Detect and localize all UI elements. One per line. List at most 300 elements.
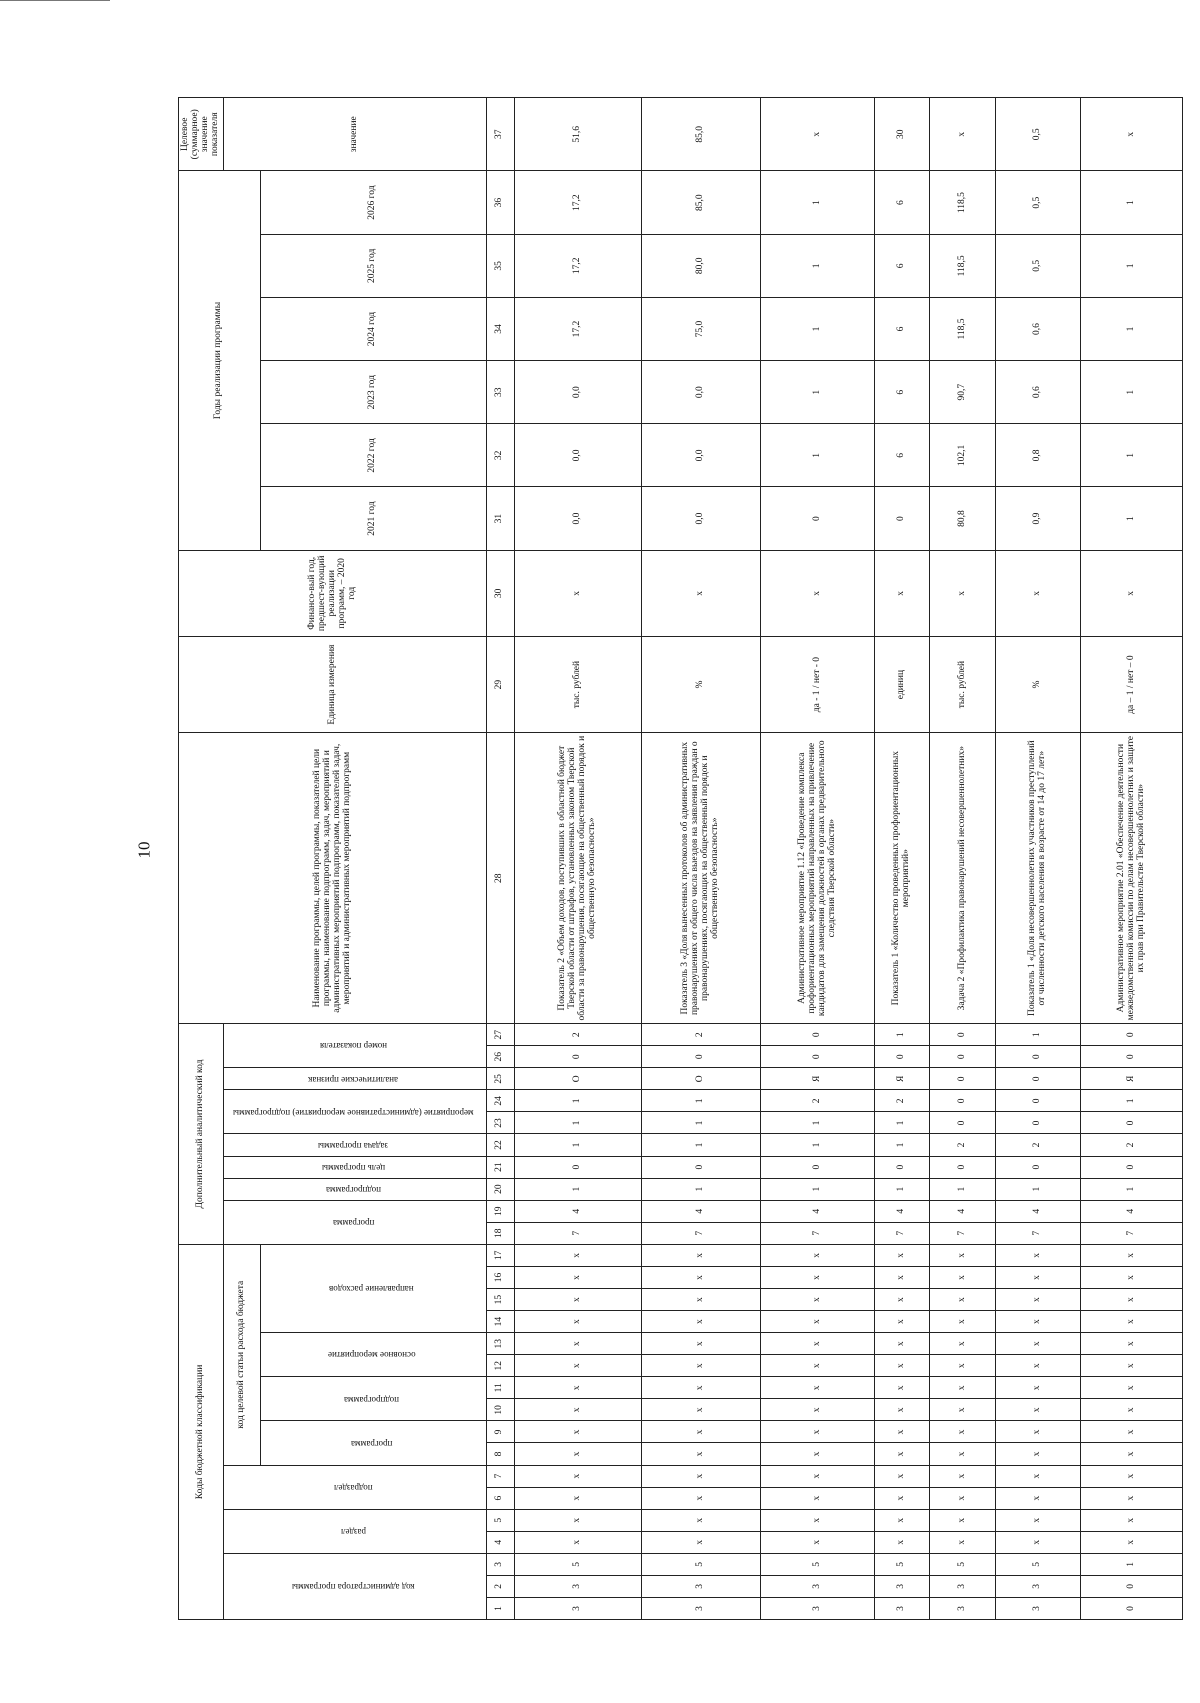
column-number: 15 xyxy=(487,1289,515,1311)
year-value: 118,5 xyxy=(930,171,996,234)
code-cell: x xyxy=(514,1267,641,1289)
header-cel-text: цель программы xyxy=(321,1162,385,1173)
code-cell: 7 xyxy=(641,1222,760,1244)
column-number: 19 xyxy=(487,1200,515,1222)
header-y2023: 2023 год xyxy=(260,361,487,424)
code-cell: x xyxy=(875,1531,930,1553)
code-cell: x xyxy=(1081,1421,1183,1443)
year-value: 1 xyxy=(760,297,875,360)
indicator-name: Задача 2 «Профилактика правонарушений несовершеннолетних» xyxy=(930,733,996,1024)
code-cell: 1 xyxy=(641,1134,760,1156)
code-cell: x xyxy=(641,1487,760,1509)
code-cell: 1 xyxy=(641,1090,760,1112)
code-cell: 4 xyxy=(996,1200,1081,1222)
code-cell: О xyxy=(514,1068,641,1090)
column-number: 6 xyxy=(487,1487,515,1509)
code-cell: x xyxy=(875,1355,930,1377)
rotated-table-frame xyxy=(178,97,1183,1620)
unit-cell: единиц xyxy=(875,636,930,732)
header-target-code: код целевой статьи расхода бюджета xyxy=(224,1244,260,1465)
header-y2022: 2022 год xyxy=(260,424,487,487)
code-cell: x xyxy=(996,1289,1081,1311)
table-row xyxy=(760,98,875,1620)
code-cell: x xyxy=(930,1399,996,1421)
code-cell: x xyxy=(514,1487,641,1509)
column-number: 35 xyxy=(487,234,515,297)
column-number: 31 xyxy=(487,487,515,550)
target-value: 0,5 xyxy=(996,98,1081,172)
code-cell: x xyxy=(514,1509,641,1531)
code-cell: x xyxy=(641,1377,760,1399)
code-cell: x xyxy=(996,1509,1081,1531)
code-cell: 0 xyxy=(930,1112,996,1134)
year-value: 0,5 xyxy=(996,234,1081,297)
code-cell: x xyxy=(875,1267,930,1289)
code-cell: 0 xyxy=(875,1156,930,1178)
code-cell: x xyxy=(930,1421,996,1443)
code-cell: 2 xyxy=(760,1090,875,1112)
header-priznak xyxy=(224,1068,487,1090)
code-cell: x xyxy=(1081,1355,1183,1377)
column-number: 34 xyxy=(487,297,515,360)
code-cell: 5 xyxy=(760,1553,875,1575)
column-number: 25 xyxy=(487,1068,515,1090)
header-programma-text: программа xyxy=(350,1438,392,1449)
code-cell: x xyxy=(641,1355,760,1377)
code-cell: 3 xyxy=(641,1575,760,1597)
code-cell: 4 xyxy=(1081,1200,1183,1222)
code-cell: 3 xyxy=(760,1597,875,1619)
column-number: 32 xyxy=(487,424,515,487)
header-zadacha xyxy=(224,1134,487,1156)
code-cell: x xyxy=(875,1289,930,1311)
code-cell: 5 xyxy=(641,1553,760,1575)
code-cell: x xyxy=(760,1311,875,1333)
target-value: x xyxy=(760,98,875,172)
unit-cell: % xyxy=(641,636,760,732)
indicator-name: Показатель 3 «Доля вынесенных протоколов об административных правонарушениях от общего числа выездов на заявления граждан о правонарушениях, посягающих на общественный порядок и общественную безопасность» xyxy=(641,733,760,1024)
code-cell: 0 xyxy=(1081,1112,1183,1134)
code-cell: 3 xyxy=(930,1575,996,1597)
code-cell: 1 xyxy=(996,1024,1081,1046)
header-admin-code-text: код администратора программы xyxy=(292,1582,415,1593)
code-cell: 0 xyxy=(1081,1024,1183,1046)
target-value: x xyxy=(1081,98,1183,172)
code-cell: 3 xyxy=(996,1575,1081,1597)
code-cell: x xyxy=(760,1289,875,1311)
code-cell: x xyxy=(930,1289,996,1311)
code-cell: x xyxy=(875,1244,930,1266)
code-cell: 4 xyxy=(641,1200,760,1222)
code-cell: 1 xyxy=(514,1178,641,1200)
code-cell: x xyxy=(641,1289,760,1311)
year-value: x xyxy=(760,550,875,636)
unit-cell: да - 1 / нет - 0 xyxy=(760,636,875,732)
year-value: 102,1 xyxy=(930,424,996,487)
code-cell: x xyxy=(1081,1267,1183,1289)
code-cell: 0 xyxy=(996,1112,1081,1134)
code-cell: x xyxy=(875,1487,930,1509)
header-y2021: 2021 год xyxy=(260,487,487,550)
year-value: 1 xyxy=(1081,234,1183,297)
header-napravlenie xyxy=(260,1244,487,1332)
header-cel xyxy=(224,1156,487,1178)
header-an-programma xyxy=(224,1200,487,1244)
header-an-podprogramma xyxy=(224,1178,487,1200)
code-cell: 1 xyxy=(641,1178,760,1200)
header-unit: Единица измерения xyxy=(179,636,487,732)
column-number: 3 xyxy=(487,1553,515,1575)
code-cell: 7 xyxy=(875,1222,930,1244)
code-cell: x xyxy=(1081,1465,1183,1487)
year-value: 1 xyxy=(760,234,875,297)
code-cell: Я xyxy=(875,1068,930,1090)
header-podrazdel-text: подраздел xyxy=(334,1482,373,1493)
code-cell: x xyxy=(930,1531,996,1553)
column-number: 16 xyxy=(487,1267,515,1289)
column-number: 33 xyxy=(487,361,515,424)
code-cell: 2 xyxy=(996,1134,1081,1156)
code-cell: 2 xyxy=(930,1134,996,1156)
code-cell: x xyxy=(1081,1487,1183,1509)
column-number: 21 xyxy=(487,1156,515,1178)
table-row xyxy=(875,98,930,1620)
year-value: 1 xyxy=(1081,171,1183,234)
header-y2025: 2025 год xyxy=(260,234,487,297)
code-cell: 0 xyxy=(760,1046,875,1068)
code-cell: О xyxy=(641,1068,760,1090)
year-value: 6 xyxy=(875,234,930,297)
code-cell: x xyxy=(996,1443,1081,1465)
column-number: 8 xyxy=(487,1443,515,1465)
year-value: 80,8 xyxy=(930,487,996,550)
column-number: 27 xyxy=(487,1024,515,1046)
table-row xyxy=(641,98,760,1620)
code-cell: 7 xyxy=(996,1222,1081,1244)
column-number: 9 xyxy=(487,1421,515,1443)
year-value: x xyxy=(930,550,996,636)
column-number: 5 xyxy=(487,1509,515,1531)
code-cell: 3 xyxy=(514,1575,641,1597)
code-cell: x xyxy=(760,1421,875,1443)
code-cell: x xyxy=(875,1399,930,1421)
code-cell: x xyxy=(875,1333,930,1355)
code-cell: 3 xyxy=(514,1597,641,1619)
year-value: 0,0 xyxy=(641,424,760,487)
year-value: 1 xyxy=(1081,297,1183,360)
code-cell: 0 xyxy=(514,1046,641,1068)
code-cell: x xyxy=(514,1531,641,1553)
code-cell: Я xyxy=(1081,1068,1183,1090)
year-value: 6 xyxy=(875,361,930,424)
header-nomer-text: номер показателя xyxy=(319,1041,387,1052)
header-nomer xyxy=(224,1024,487,1068)
code-cell: 1 xyxy=(1081,1553,1183,1575)
code-cell: 1 xyxy=(760,1112,875,1134)
header-y2026: 2026 год xyxy=(260,171,487,234)
target-value: 51,6 xyxy=(514,98,641,172)
code-cell: x xyxy=(760,1267,875,1289)
code-cell: x xyxy=(641,1267,760,1289)
header-podprogramma xyxy=(260,1377,487,1421)
code-cell: x xyxy=(875,1311,930,1333)
header-name: Наименование программы, целей программы, показателей цели программы, наименование подпрограмм, задач, мероприятий и административных мероприятий подпрограмм, показателей задач, мероприятий и административных мероприятий подпрограмм xyxy=(179,733,487,1024)
code-cell: x xyxy=(514,1399,641,1421)
code-cell: x xyxy=(930,1311,996,1333)
header-y2024: 2024 год xyxy=(260,297,487,360)
code-cell: x xyxy=(641,1421,760,1443)
year-value: 0 xyxy=(875,487,930,550)
code-cell: 0 xyxy=(930,1090,996,1112)
header-fin-year: Финансо-вый год, предшест-вующий реализации программ, – 2020 год xyxy=(179,550,487,636)
code-cell: x xyxy=(760,1465,875,1487)
code-cell: x xyxy=(930,1377,996,1399)
code-cell: x xyxy=(996,1333,1081,1355)
target-value: 30 xyxy=(875,98,930,172)
code-cell: x xyxy=(930,1267,996,1289)
code-cell: Я xyxy=(760,1068,875,1090)
code-cell: 1 xyxy=(514,1134,641,1156)
code-cell: x xyxy=(1081,1311,1183,1333)
header-priznak-text: аналитические признак xyxy=(308,1074,399,1085)
code-cell: 7 xyxy=(930,1222,996,1244)
code-cell: 1 xyxy=(875,1134,930,1156)
code-cell: 1 xyxy=(875,1178,930,1200)
code-cell: x xyxy=(996,1399,1081,1421)
code-cell: x xyxy=(930,1487,996,1509)
code-cell: x xyxy=(760,1443,875,1465)
column-number: 17 xyxy=(487,1244,515,1266)
column-number: 37 xyxy=(487,98,515,172)
code-cell: 4 xyxy=(514,1200,641,1222)
year-value: x xyxy=(996,550,1081,636)
code-cell: 2 xyxy=(641,1024,760,1046)
code-cell: 0 xyxy=(1081,1046,1183,1068)
code-cell: 1 xyxy=(875,1112,930,1134)
code-cell: 0 xyxy=(1081,1597,1183,1619)
year-value: 0,6 xyxy=(996,361,1081,424)
year-value: 80,0 xyxy=(641,234,760,297)
code-cell: 0 xyxy=(760,1024,875,1046)
year-value: 1 xyxy=(760,424,875,487)
indicator-name: Административное мероприятие 2.01 «Обеспечение деятельности межведомственной комиссии по делам несовершеннолетних и защите их прав при Правительстве Тверской области» xyxy=(1081,733,1183,1024)
code-cell: 0 xyxy=(641,1156,760,1178)
header-napravlenie-text: направление расходов xyxy=(329,1284,414,1295)
year-value: 0,0 xyxy=(514,487,641,550)
code-cell: x xyxy=(875,1509,930,1531)
code-cell: 1 xyxy=(1081,1178,1183,1200)
header-podprogramma-text: подпрограмма xyxy=(343,1394,399,1405)
target-value: 85,0 xyxy=(641,98,760,172)
column-number: 36 xyxy=(487,171,515,234)
column-number: 10 xyxy=(487,1399,515,1421)
code-cell: 0 xyxy=(930,1046,996,1068)
code-cell: x xyxy=(760,1355,875,1377)
header-razdel xyxy=(224,1509,487,1553)
code-cell: x xyxy=(760,1333,875,1355)
year-value: 90,7 xyxy=(930,361,996,424)
year-value: 118,5 xyxy=(930,297,996,360)
code-cell: x xyxy=(930,1465,996,1487)
code-cell: x xyxy=(641,1531,760,1553)
year-value: 0,9 xyxy=(996,487,1081,550)
header-meropriyatie xyxy=(224,1090,487,1134)
year-value: 17,2 xyxy=(514,234,641,297)
code-cell: 4 xyxy=(875,1200,930,1222)
code-cell: x xyxy=(514,1289,641,1311)
year-value: x xyxy=(641,550,760,636)
code-cell: 3 xyxy=(875,1597,930,1619)
code-cell: x xyxy=(996,1311,1081,1333)
code-cell: x xyxy=(514,1443,641,1465)
code-cell: x xyxy=(641,1465,760,1487)
column-number: 1 xyxy=(487,1597,515,1619)
code-cell: 0 xyxy=(641,1046,760,1068)
code-cell: 0 xyxy=(996,1068,1081,1090)
column-number: 20 xyxy=(487,1178,515,1200)
code-cell: 5 xyxy=(875,1553,930,1575)
header-extra-code: Дополнительный аналитический код xyxy=(179,1024,224,1245)
year-value: 118,5 xyxy=(930,234,996,297)
indicator-name: Административное мероприятие 1.12 «Проведение комплекса профориентационных мероприятий направленных на привлечение кандидатов для замещения должностей в органах предварительного следствия Тверской области» xyxy=(760,733,875,1024)
code-cell: 2 xyxy=(875,1090,930,1112)
year-value: 17,2 xyxy=(514,171,641,234)
year-value: 6 xyxy=(875,297,930,360)
table-row xyxy=(1081,98,1183,1620)
code-cell: x xyxy=(514,1377,641,1399)
header-znachenie: значение xyxy=(224,98,487,172)
year-value: x xyxy=(514,550,641,636)
code-cell: x xyxy=(514,1333,641,1355)
code-cell: x xyxy=(930,1333,996,1355)
code-cell: x xyxy=(996,1487,1081,1509)
code-cell: x xyxy=(1081,1333,1183,1355)
table-row xyxy=(514,98,641,1620)
code-cell: x xyxy=(875,1377,930,1399)
year-value: x xyxy=(1081,550,1183,636)
code-cell: x xyxy=(760,1399,875,1421)
code-cell: x xyxy=(1081,1531,1183,1553)
code-cell: 3 xyxy=(760,1575,875,1597)
year-value: 0,0 xyxy=(514,361,641,424)
code-cell: x xyxy=(760,1531,875,1553)
code-cell: 2 xyxy=(514,1024,641,1046)
code-cell: x xyxy=(641,1443,760,1465)
code-cell: x xyxy=(760,1487,875,1509)
code-cell: 3 xyxy=(875,1575,930,1597)
code-cell: 0 xyxy=(930,1024,996,1046)
code-cell: 2 xyxy=(1081,1134,1183,1156)
code-cell: x xyxy=(1081,1244,1183,1266)
year-value: 0,5 xyxy=(996,171,1081,234)
code-cell: 3 xyxy=(641,1597,760,1619)
column-number: 29 xyxy=(487,636,515,732)
year-value: 1 xyxy=(1081,361,1183,424)
year-value: 0 xyxy=(760,487,875,550)
code-cell: 0 xyxy=(996,1156,1081,1178)
year-value: 1 xyxy=(1081,424,1183,487)
code-cell: x xyxy=(930,1443,996,1465)
year-value: 85,0 xyxy=(641,171,760,234)
code-cell: x xyxy=(641,1244,760,1266)
code-cell: x xyxy=(1081,1509,1183,1531)
header-zadacha-text: задача программы xyxy=(318,1140,389,1151)
code-cell: x xyxy=(996,1355,1081,1377)
page-number: 10 xyxy=(134,841,154,859)
code-cell: x xyxy=(514,1244,641,1266)
column-number: 18 xyxy=(487,1222,515,1244)
code-cell: 0 xyxy=(875,1046,930,1068)
year-value: 0,8 xyxy=(996,424,1081,487)
header-meropriyatie-text: мероприятие (административное мероприятие) подпрограммы xyxy=(232,1107,474,1118)
code-cell: 0 xyxy=(930,1068,996,1090)
indicator-name: Показатель 2 «Объем доходов, поступивших в областной бюджет Тверской области от штрафов, установленных законом Тверской области за правонарушения, посягающие на общественный порядок и общественную безопасность» xyxy=(514,733,641,1024)
code-cell: x xyxy=(514,1465,641,1487)
year-value: 0,0 xyxy=(514,424,641,487)
header-osnovnoe xyxy=(260,1333,487,1377)
code-cell: x xyxy=(1081,1443,1183,1465)
unit-cell: тыс. рублей xyxy=(930,636,996,732)
code-cell: 1 xyxy=(996,1178,1081,1200)
header-budget-codes: Коды бюджетной классификации xyxy=(179,1244,224,1619)
column-number: 14 xyxy=(487,1311,515,1333)
year-value: 1 xyxy=(1081,487,1183,550)
code-cell: x xyxy=(930,1244,996,1266)
code-cell: 3 xyxy=(930,1597,996,1619)
code-cell: x xyxy=(996,1244,1081,1266)
header-podrazdel xyxy=(224,1465,487,1509)
code-cell: x xyxy=(930,1509,996,1531)
code-cell: x xyxy=(930,1355,996,1377)
code-cell: x xyxy=(875,1421,930,1443)
year-value: 6 xyxy=(875,424,930,487)
header-an-programma-text: программа xyxy=(332,1217,374,1228)
code-cell: 3 xyxy=(996,1597,1081,1619)
year-value: 17,2 xyxy=(514,297,641,360)
code-cell: 4 xyxy=(760,1200,875,1222)
header-razdel-text: раздел xyxy=(340,1526,366,1537)
table-row xyxy=(930,98,996,1620)
code-cell: 1 xyxy=(1081,1090,1183,1112)
header-row-1 xyxy=(179,98,224,1620)
year-value: x xyxy=(875,550,930,636)
header-an-podprogramma-text: подпрограмма xyxy=(325,1184,381,1195)
code-cell: x xyxy=(641,1509,760,1531)
code-cell: x xyxy=(996,1377,1081,1399)
year-value: 1 xyxy=(760,171,875,234)
code-cell: 7 xyxy=(1081,1222,1183,1244)
code-cell: 1 xyxy=(514,1112,641,1134)
column-number-row xyxy=(487,98,515,1620)
code-cell: 1 xyxy=(641,1112,760,1134)
column-number: 22 xyxy=(487,1134,515,1156)
column-number: 2 xyxy=(487,1575,515,1597)
code-cell: x xyxy=(514,1355,641,1377)
code-cell: 7 xyxy=(514,1222,641,1244)
header-years: Годы реализации программы xyxy=(179,171,261,550)
header-osnovnoe-text: основное мероприятие xyxy=(327,1350,416,1361)
column-number: 11 xyxy=(487,1377,515,1399)
indicator-name: Показатель 1 «Количество проведенных профориентационных мероприятий» xyxy=(875,733,930,1024)
code-cell: x xyxy=(996,1421,1081,1443)
header-target: Целевое (суммарное) значение показателя xyxy=(179,98,224,172)
code-cell: x xyxy=(760,1509,875,1531)
code-cell: x xyxy=(641,1311,760,1333)
year-value: 0,0 xyxy=(641,487,760,550)
code-cell: 1 xyxy=(875,1024,930,1046)
code-cell: x xyxy=(875,1465,930,1487)
column-number: 24 xyxy=(487,1090,515,1112)
